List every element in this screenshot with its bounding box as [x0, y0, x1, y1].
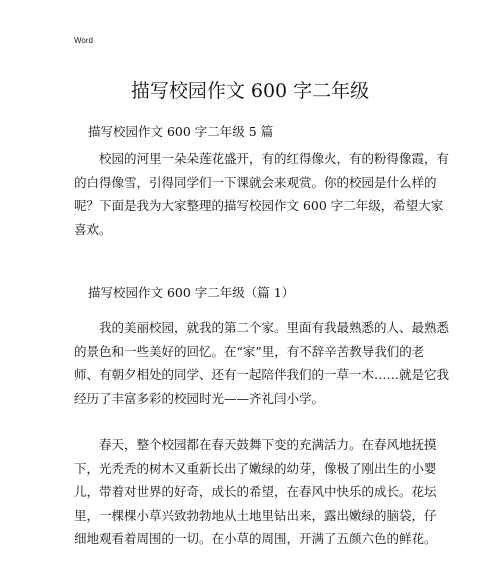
intro-line: 校园的河里一朵朵莲花盛开，有的红得像火，有的粉得像霞，有 [74, 151, 450, 166]
intro-paragraph [74, 147, 450, 241]
paragraph-line: 细地观看着周围的一切。在小草的周围，开满了五颜六色的鲜花。 [74, 531, 437, 546]
paragraph-line: 我的美丽校园，就我的第二个家。里面有我最熟悉的人、最熟悉 [74, 320, 450, 335]
paragraph-line: 里，一棵棵小草兴致勃勃地从土地里钻出来，露出嫩绿的脑袋，仔 [74, 507, 437, 523]
document-subtitle: 描写校园作文 600 字二年级 5 篇 [88, 124, 274, 139]
paragraph-line: 经历了丰富多彩的校园时光——齐礼闫小学。 [74, 390, 325, 406]
paragraph-line: 下，光秃秃的树木又重新长出了嫩绿的幼芽，像极了刚出生的小婴 [74, 460, 437, 476]
paragraph-line: 师、有朝夕相处的同学、还有一起陪伴我们的一草一木……就是它我 [74, 367, 450, 382]
intro-line: 喜欢。 [74, 221, 112, 237]
paragraph-line: 儿，带着对世界的好奇，成长的希望，在春风中快乐的成长。花坛 [74, 484, 437, 499]
paragraph-line: 的景色和一些美好的回忆。在“家”里，有不辞辛苦教导我们的老 [74, 343, 425, 359]
paragraph-line: 春天，整个校园都在春天鼓舞下变的充满活力。在春风地抚摸 [74, 437, 437, 452]
intro-line: 的白得像雪，引得同学们一下课就会来观赏。你的校园是什么样的 [74, 174, 437, 190]
paragraph-1 [74, 316, 450, 410]
section-heading: 描写校园作文 600 字二年级（篇 1） [88, 285, 295, 300]
paragraph-2 [74, 433, 437, 551]
intro-line: 呢？下面是我为大家整理的描写校园作文 600 字二年级，希望大家 [74, 198, 444, 213]
document-title: 描写校园作文 600 字二年级 [130, 80, 370, 102]
app-name-label: Word [74, 36, 93, 45]
